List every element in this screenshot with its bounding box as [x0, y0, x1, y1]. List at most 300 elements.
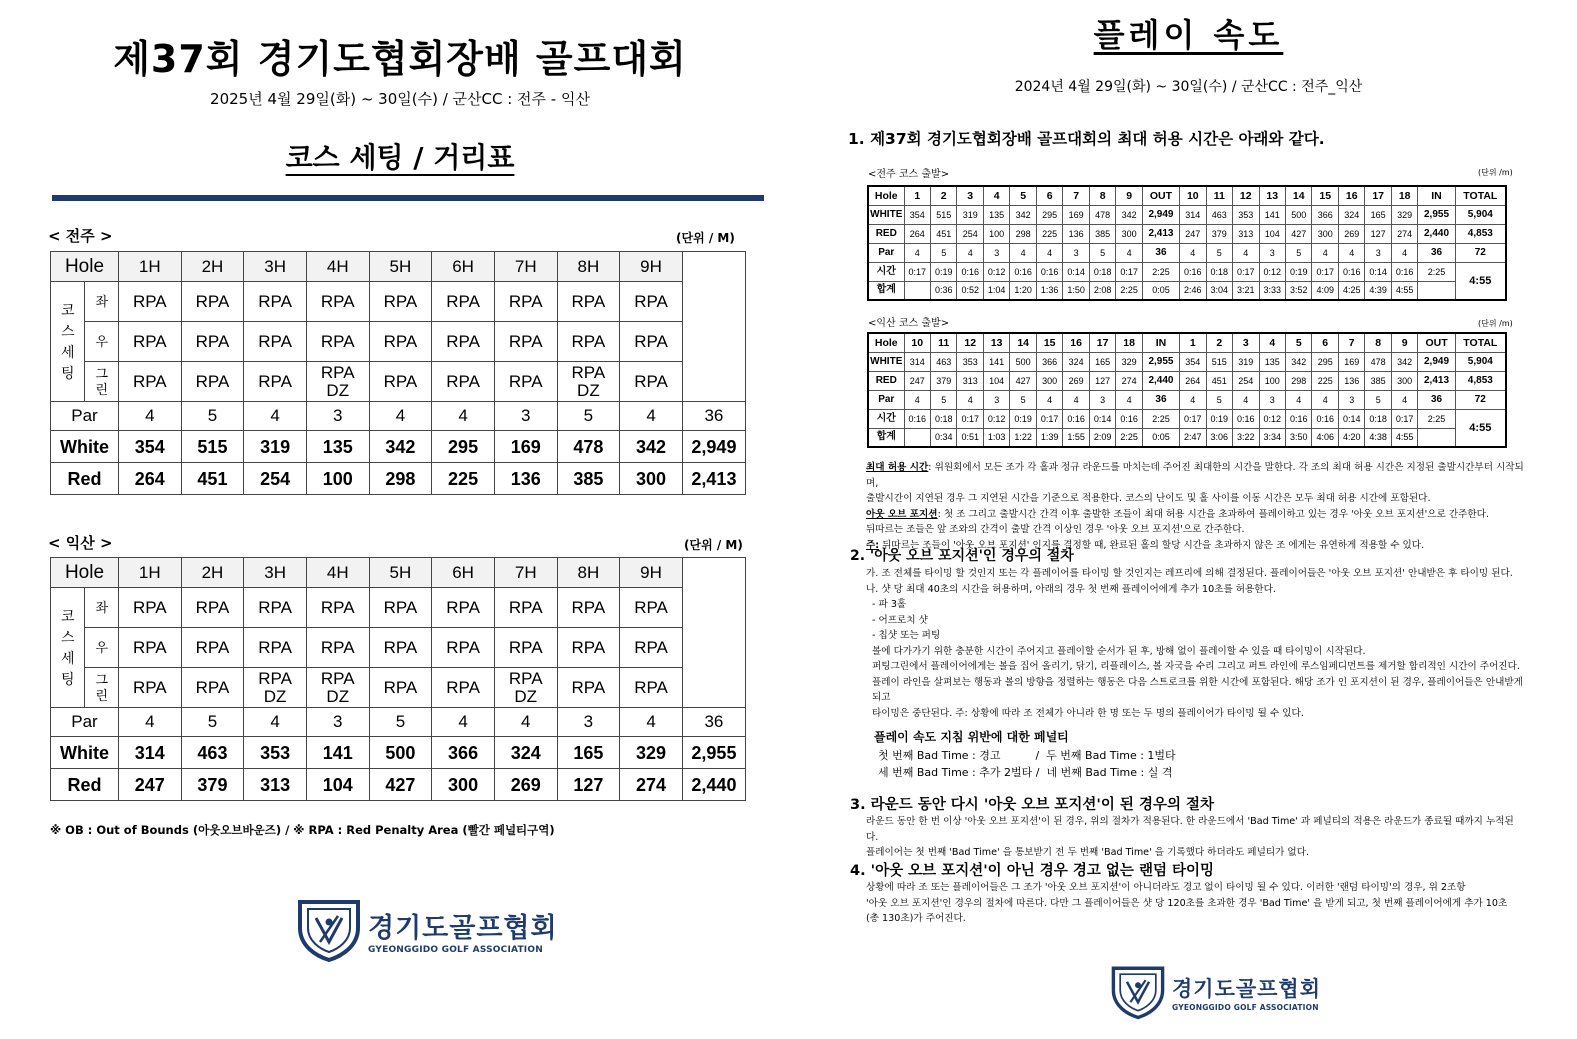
time-table-jeonju: [867, 185, 1507, 301]
par-cell: 3: [306, 402, 369, 431]
table-cell: 14: [1286, 186, 1312, 205]
rpa-cell: RPA DZ: [306, 668, 369, 708]
table-cell: 5: [1206, 243, 1232, 262]
header-cell: 4H: [306, 252, 369, 282]
table-cell: 11: [930, 333, 956, 352]
table-cell: 4: [1391, 243, 1417, 262]
logo-english-text: GYEONGGIDO GOLF ASSOCIATION: [1172, 1002, 1319, 1012]
table-cell: 4: [1312, 243, 1338, 262]
par-cell: 4: [244, 402, 307, 431]
rpa-cell: RPA: [620, 362, 683, 402]
rpa-cell: RPA: [181, 322, 244, 362]
table-cell: 0:16: [1116, 409, 1142, 428]
rpa-cell: RPA: [432, 588, 495, 628]
iksan-start-caption: <익산 코스 출발>: [868, 318, 950, 329]
table-cell: 4:06: [1312, 428, 1338, 447]
course-setting-label: 코 스 세 팅: [51, 588, 85, 708]
rpa-cell: RPA: [432, 668, 495, 708]
table-cell: 2,949: [1142, 205, 1179, 224]
table-cell: 17: [1089, 333, 1115, 352]
table-cell: 4:25: [1338, 281, 1364, 300]
header-cell: 3H: [244, 252, 307, 282]
table-cell: 0:12: [1259, 262, 1285, 281]
par-cell: 4: [369, 402, 432, 431]
table-cell: 0:17: [1312, 262, 1338, 281]
rpa-cell: RPA DZ: [244, 668, 307, 708]
red-cell: 451: [181, 463, 244, 495]
red-cell: 274: [620, 769, 683, 801]
row-header: WHITE: [868, 205, 904, 224]
par-cell: 4: [118, 708, 181, 737]
association-logo-right: [1110, 964, 1321, 1020]
table-row: [868, 243, 1506, 262]
par-cell: 5: [181, 402, 244, 431]
table-cell: 1:04: [983, 281, 1009, 300]
table-cell: 0:12: [983, 262, 1009, 281]
table-row: [868, 333, 1506, 352]
rpa-cell: RPA: [244, 282, 307, 322]
table-cell: 353: [1233, 205, 1259, 224]
table-cell: 1:39: [1036, 428, 1062, 447]
table-cell: 5: [1206, 390, 1232, 409]
header-cell: 9H: [620, 252, 683, 282]
table-cell: 3: [983, 390, 1009, 409]
table-cell: 354: [1180, 352, 1206, 371]
rpa-cell: RPA: [557, 282, 620, 322]
total-time: 4:55: [1455, 409, 1506, 447]
table-cell: 300: [1391, 371, 1417, 390]
rpa-cell: RPA: [494, 282, 557, 322]
table-cell: 4: [904, 243, 930, 262]
table-cell: 463: [1206, 205, 1232, 224]
rpa-cell: RPA: [118, 668, 181, 708]
table-cell: 5: [1010, 186, 1036, 205]
table-cell: 3: [1089, 390, 1115, 409]
table-cell: 3: [1233, 333, 1259, 352]
table-cell: IN: [1142, 333, 1179, 352]
rpa-cell: RPA: [557, 588, 620, 628]
table-cell: 2:25: [1142, 409, 1179, 428]
table-cell: 3: [1259, 390, 1285, 409]
white-cell: 2,949: [682, 431, 745, 463]
sub-label: 우: [85, 628, 118, 668]
table-cell: 100: [983, 224, 1009, 243]
table-cell: TOTAL: [1455, 333, 1506, 352]
rpa-cell: RPA: [181, 588, 244, 628]
table-row: [51, 282, 746, 322]
table-cell: 3:33: [1259, 281, 1285, 300]
table-cell: 169: [1063, 205, 1089, 224]
table-cell: 4: [1391, 390, 1417, 409]
table-row: [868, 224, 1506, 243]
table-cell: 0:05: [1142, 428, 1179, 447]
table-cell: 2,955: [1142, 352, 1179, 371]
table-cell: 342: [1010, 205, 1036, 224]
table-cell: 5,904: [1455, 352, 1506, 371]
red-cell: 300: [620, 463, 683, 495]
table-cell: 342: [1116, 205, 1142, 224]
row-header: 합계: [868, 281, 904, 300]
table-cell: 9: [1391, 333, 1417, 352]
table-cell: 4: [1312, 390, 1338, 409]
table-cell: 478: [1089, 205, 1115, 224]
white-cell: 342: [369, 431, 432, 463]
red-cell: 136: [494, 463, 557, 495]
table-cell: 4:55: [1391, 281, 1417, 300]
table-cell: [1418, 281, 1455, 300]
table-cell: OUT: [1142, 186, 1179, 205]
rpa-cell: RPA: [244, 322, 307, 362]
table-cell: 225: [1312, 371, 1338, 390]
note-term: 주:: [866, 539, 880, 551]
par-cell: 3: [494, 402, 557, 431]
table-cell: 0:17: [1180, 409, 1206, 428]
course-label-jeonju: < 전주 >: [48, 227, 113, 245]
table-cell: 11: [1206, 186, 1232, 205]
table-cell: 0:17: [1116, 262, 1142, 281]
table-cell: 0:16: [1010, 262, 1036, 281]
white-row: [51, 431, 746, 463]
row-header: 시간: [868, 409, 904, 428]
white-cell: 463: [181, 737, 244, 769]
table-cell: 0:14: [1365, 262, 1391, 281]
table-row: [868, 409, 1506, 428]
table-cell: 4: [1180, 390, 1206, 409]
table-cell: 127: [1365, 224, 1391, 243]
table-cell: 36: [1418, 390, 1455, 409]
penalty-title: 플레이 속도 지침 위반에 대한 페널티: [874, 730, 1069, 744]
note-line: [866, 522, 1526, 538]
rpa-cell: RPA: [181, 668, 244, 708]
table-cell: 314: [1180, 205, 1206, 224]
header-cell: 9H: [620, 558, 683, 588]
header-cell: 1H: [118, 558, 181, 588]
table-cell: 2:25: [1418, 409, 1455, 428]
table-cell: [904, 281, 930, 300]
table-cell: 3:06: [1206, 428, 1232, 447]
white-cell: White: [51, 737, 119, 769]
table-cell: 4,853: [1455, 371, 1506, 390]
table-cell: 3:50: [1286, 428, 1312, 447]
table-cell: 342: [1286, 352, 1312, 371]
body-line: 플레이 라인을 살펴보는 행동과 볼의 방향을 정렬하는 행동은 다음 스트로크를 위한 시간에 포함된다. 해당 조가 인 포지션이 된 경우, 플레이어들은 안내받게 되고: [872, 676, 1523, 703]
table-cell: 319: [1233, 352, 1259, 371]
table-cell: 2:25: [1116, 428, 1142, 447]
table-cell: 2:25: [1116, 281, 1142, 300]
table-cell: 12: [1233, 186, 1259, 205]
table-cell: 7: [1063, 186, 1089, 205]
left-event-date: 2025년 4월 29일(화) ~ 30일(수) / 군산CC : 전주 - 익산: [210, 90, 590, 108]
header-cell: Hole: [51, 252, 119, 282]
table-cell: 515: [930, 205, 956, 224]
table-cell: 136: [1063, 224, 1089, 243]
table-row: [51, 558, 746, 588]
table-cell: 0:18: [1089, 262, 1115, 281]
table-cell: 300: [1312, 224, 1338, 243]
footnote-ob-rpa: ※ OB : Out of Bounds (아웃오브바운즈) / ※ RPA : Red Penalty Area (빨간 페널티구역): [50, 823, 555, 837]
section-4-heading: 4. '아웃 오브 포지션'이 아닌 경우 경고 없는 랜덤 타이밍: [850, 863, 1215, 879]
table-cell: 141: [1259, 205, 1285, 224]
header-cell: 1H: [118, 252, 181, 282]
table-cell: 5: [930, 390, 956, 409]
table-cell: 7: [1338, 333, 1364, 352]
note-term: 최대 허용 시간: [866, 462, 929, 473]
logo-korean-text: 경기도골프협회: [1172, 976, 1322, 1001]
sub-label: 그 린: [85, 362, 118, 402]
table-cell: 366: [1036, 352, 1062, 371]
table-cell: 14: [1010, 333, 1036, 352]
par-cell: 4: [118, 402, 181, 431]
table-cell: 4:20: [1338, 428, 1364, 447]
table-cell: 0:19: [1286, 262, 1312, 281]
table-cell: 4:39: [1365, 281, 1391, 300]
table-cell: 324: [1063, 352, 1089, 371]
note-text: : 첫 조 그리고 출발시간 간격 이후 출발한 조들이 최대 허용 시간을 초과하여 플레이하고 있는 경우 '아웃 오브 포지션'으로 간주한다.: [937, 508, 1489, 520]
table-cell: 18: [1116, 333, 1142, 352]
table-cell: 269: [1338, 224, 1364, 243]
rpa-cell: RPA: [369, 282, 432, 322]
table-cell: 385: [1365, 371, 1391, 390]
par-row: [51, 708, 746, 737]
table-row: [51, 322, 746, 362]
sub-label: 좌: [85, 588, 118, 628]
body-line: - 칩샷 또는 퍼팅: [872, 630, 941, 641]
par-cell: 4: [432, 708, 495, 737]
course-table-iksan: [50, 557, 746, 801]
red-cell: 300: [432, 769, 495, 801]
rpa-cell: RPA: [369, 668, 432, 708]
table-cell: 500: [1286, 205, 1312, 224]
rpa-cell: RPA: [181, 628, 244, 668]
table-cell: 18: [1391, 186, 1417, 205]
section-4-body: [866, 880, 1526, 927]
table-cell: 298: [1286, 371, 1312, 390]
table-cell: 1: [904, 186, 930, 205]
table-cell: 15: [1312, 186, 1338, 205]
par-cell: 3: [306, 708, 369, 737]
white-cell: 329: [620, 737, 683, 769]
table-cell: 4: [1116, 243, 1142, 262]
rpa-cell: RPA: [494, 362, 557, 402]
header-cell: 3H: [244, 558, 307, 588]
table-cell: 2,955: [1418, 205, 1455, 224]
table-cell: 0:14: [1338, 409, 1364, 428]
rpa-cell: RPA: [306, 588, 369, 628]
rpa-cell: RPA: [494, 588, 557, 628]
table-cell: 254: [957, 224, 983, 243]
table-cell: 2,413: [1142, 224, 1179, 243]
table-cell: 4: [1116, 390, 1142, 409]
red-cell: Red: [51, 463, 119, 495]
red-cell: 313: [244, 769, 307, 801]
white-cell: 2,955: [682, 737, 745, 769]
table-cell: 379: [1206, 224, 1232, 243]
table-cell: 15: [1036, 333, 1062, 352]
table-cell: 4: [957, 390, 983, 409]
body-line: 플레이어는 첫 번째 'Bad Time' 을 통보받기 전 두 번째 'Bad Time' 을 기록했다 하더라도 페널티가 없다.: [866, 847, 1310, 858]
table-cell: 0:17: [1233, 262, 1259, 281]
table-cell: 2: [1206, 333, 1232, 352]
rpa-cell: RPA: [620, 322, 683, 362]
sub-label: 우: [85, 322, 118, 362]
par-cell: 3: [557, 708, 620, 737]
left-page-title: 제37회 경기도협회장배 골프대회: [113, 37, 687, 81]
table-cell: 0:51: [957, 428, 983, 447]
table-row: [868, 390, 1506, 409]
table-cell: 353: [957, 352, 983, 371]
jeonju-start-caption: <전주 코스 출발>: [868, 169, 950, 180]
rpa-cell: RPA: [118, 628, 181, 668]
header-cell: 6H: [432, 558, 495, 588]
table-cell: 36: [1142, 243, 1179, 262]
table-cell: 247: [1180, 224, 1206, 243]
table-cell: 314: [904, 352, 930, 371]
table-cell: 104: [1259, 224, 1285, 243]
table-cell: 247: [904, 371, 930, 390]
table-cell: 515: [1206, 352, 1232, 371]
table-cell: 451: [1206, 371, 1232, 390]
table-cell: 0:16: [1391, 262, 1417, 281]
table-cell: 342: [1391, 352, 1417, 371]
table-row: [868, 186, 1506, 205]
table-cell: 298: [1010, 224, 1036, 243]
red-row: [51, 769, 746, 801]
penalty-line: 세 번째 Bad Time : 추가 2벌타 / 네 번째 Bad Time : 실 격: [878, 766, 1173, 779]
right-page-title: 플레이 속도: [1093, 16, 1284, 54]
table-cell: 2:47: [1180, 428, 1206, 447]
par-cell: 36: [682, 402, 745, 431]
table-cell: 313: [957, 371, 983, 390]
rpa-cell: RPA: [557, 668, 620, 708]
table-cell: 0:16: [957, 262, 983, 281]
section-3-heading: 3. 라운드 동안 다시 '아웃 오브 포지션'이 된 경우의 절차: [850, 797, 1215, 813]
table-cell: 13: [983, 333, 1009, 352]
table-cell: 127: [1089, 371, 1115, 390]
table-cell: 1:03: [983, 428, 1009, 447]
table-cell: [1418, 428, 1455, 447]
rpa-cell: RPA: [118, 588, 181, 628]
white-cell: 500: [369, 737, 432, 769]
table-cell: 295: [1036, 205, 1062, 224]
table-cell: 0:19: [930, 262, 956, 281]
table-cell: 3:52: [1286, 281, 1312, 300]
white-row: [51, 737, 746, 769]
table-cell: 0:34: [930, 428, 956, 447]
note-text: 뒤따르는 조들은 앞 조와의 간격이 출발 간격 이상인 경우 '아웃 오브 포지션'으로 간주한다.: [866, 524, 1245, 535]
time-table-iksan: [867, 332, 1507, 448]
table-cell: 2:25: [1142, 262, 1179, 281]
section-2-body: [866, 566, 1526, 721]
header-cell: 5H: [369, 252, 432, 282]
row-header: 시간: [868, 262, 904, 281]
table-cell: 2,440: [1418, 224, 1455, 243]
table-cell: 319: [957, 205, 983, 224]
table-cell: 4: [1010, 243, 1036, 262]
body-line: 나. 샷 당 최대 40초의 시간을 허용하며, 아래의 경우 첫 번째 플레이어에게 추가 10초를 허용한다.: [866, 583, 1276, 595]
empty-cell: [682, 558, 745, 708]
rpa-cell: RPA: [369, 322, 432, 362]
rpa-cell: RPA: [620, 588, 683, 628]
table-row: [868, 371, 1506, 390]
table-cell: 0:16: [1286, 409, 1312, 428]
association-emblem-icon: [1110, 964, 1166, 1020]
table-cell: 2,949: [1418, 352, 1455, 371]
par-cell: 5: [181, 708, 244, 737]
note-term: 아웃 오브 포지션: [866, 508, 938, 520]
note-line: [866, 460, 1526, 491]
header-cell: 4H: [306, 558, 369, 588]
body-line: 라운드 동안 한 번 이상 '아웃 오브 포지션'이 된 경우, 위의 절차가 적용된다. 한 라운드에서 'Bad Time' 과 페널티의 적용은 라운드가 종료될 때까지 누적된다.: [866, 816, 1514, 843]
section-3-body: [866, 814, 1526, 861]
table-cell: 10: [904, 333, 930, 352]
rpa-cell: RPA DZ: [557, 362, 620, 402]
red-cell: Red: [51, 769, 119, 801]
note-text: 출발시간이 지연된 경우 그 지연된 시간을 기준으로 적용한다. 코스의 난이도 및 홀 사이를 이동 시간은 모두 최대 허용 시간에 포함된다.: [866, 493, 1431, 504]
rpa-cell: RPA DZ: [494, 668, 557, 708]
white-cell: 515: [181, 431, 244, 463]
table-row: [51, 252, 746, 282]
table-cell: 8: [1365, 333, 1391, 352]
white-cell: 295: [432, 431, 495, 463]
rpa-cell: RPA: [432, 362, 495, 402]
rpa-cell: RPA: [620, 282, 683, 322]
rpa-cell: RPA: [369, 628, 432, 668]
table-cell: 8: [1089, 186, 1115, 205]
row-header: Hole: [868, 186, 904, 205]
table-cell: 36: [1142, 390, 1179, 409]
unit-label-iksan: (단위 / M): [684, 538, 743, 552]
table-cell: 0:17: [1036, 409, 1062, 428]
par-cell: 4: [244, 708, 307, 737]
section-1-heading: 1. 제37회 경기도협회장배 골프대회의 최대 허용 시간은 아래와 같다.: [848, 130, 1325, 148]
table-cell: 0:05: [1142, 281, 1179, 300]
rpa-cell: RPA: [557, 628, 620, 668]
table-cell: 0:52: [957, 281, 983, 300]
white-cell: 353: [244, 737, 307, 769]
divider-bar: [52, 195, 764, 201]
table-cell: 300: [1116, 224, 1142, 243]
unit-label-jeonju: (단위 / M): [676, 231, 735, 245]
white-cell: 319: [244, 431, 307, 463]
row-header: RED: [868, 224, 904, 243]
white-cell: 141: [306, 737, 369, 769]
rpa-cell: RPA: [432, 282, 495, 322]
table-cell: 135: [983, 205, 1009, 224]
right-event-date: 2024년 4월 29일(화) ~ 30일(수) / 군산CC : 전주_익산: [1014, 79, 1363, 95]
penalty-line: 첫 번째 Bad Time : 경고 / 두 번째 Bad Time : 1벌타: [878, 749, 1176, 762]
table-cell: 3:21: [1233, 281, 1259, 300]
table-row: [868, 352, 1506, 371]
table-cell: 0:17: [904, 262, 930, 281]
table-cell: 385: [1089, 224, 1115, 243]
rpa-cell: RPA: [369, 588, 432, 628]
rpa-cell: RPA: [306, 628, 369, 668]
table-cell: 16: [1063, 333, 1089, 352]
rpa-cell: RPA DZ: [306, 362, 369, 402]
table-cell: 1:50: [1063, 281, 1089, 300]
rpa-cell: RPA: [432, 322, 495, 362]
par-cell: 4: [432, 402, 495, 431]
par-cell: 4: [620, 402, 683, 431]
table-cell: 4: [1180, 243, 1206, 262]
white-cell: 366: [432, 737, 495, 769]
table-cell: 4: [1036, 243, 1062, 262]
table-cell: 5: [1365, 390, 1391, 409]
table-cell: 3: [1365, 243, 1391, 262]
table-cell: 0:16: [904, 409, 930, 428]
table-cell: 4:38: [1365, 428, 1391, 447]
table-cell: 366: [1312, 205, 1338, 224]
